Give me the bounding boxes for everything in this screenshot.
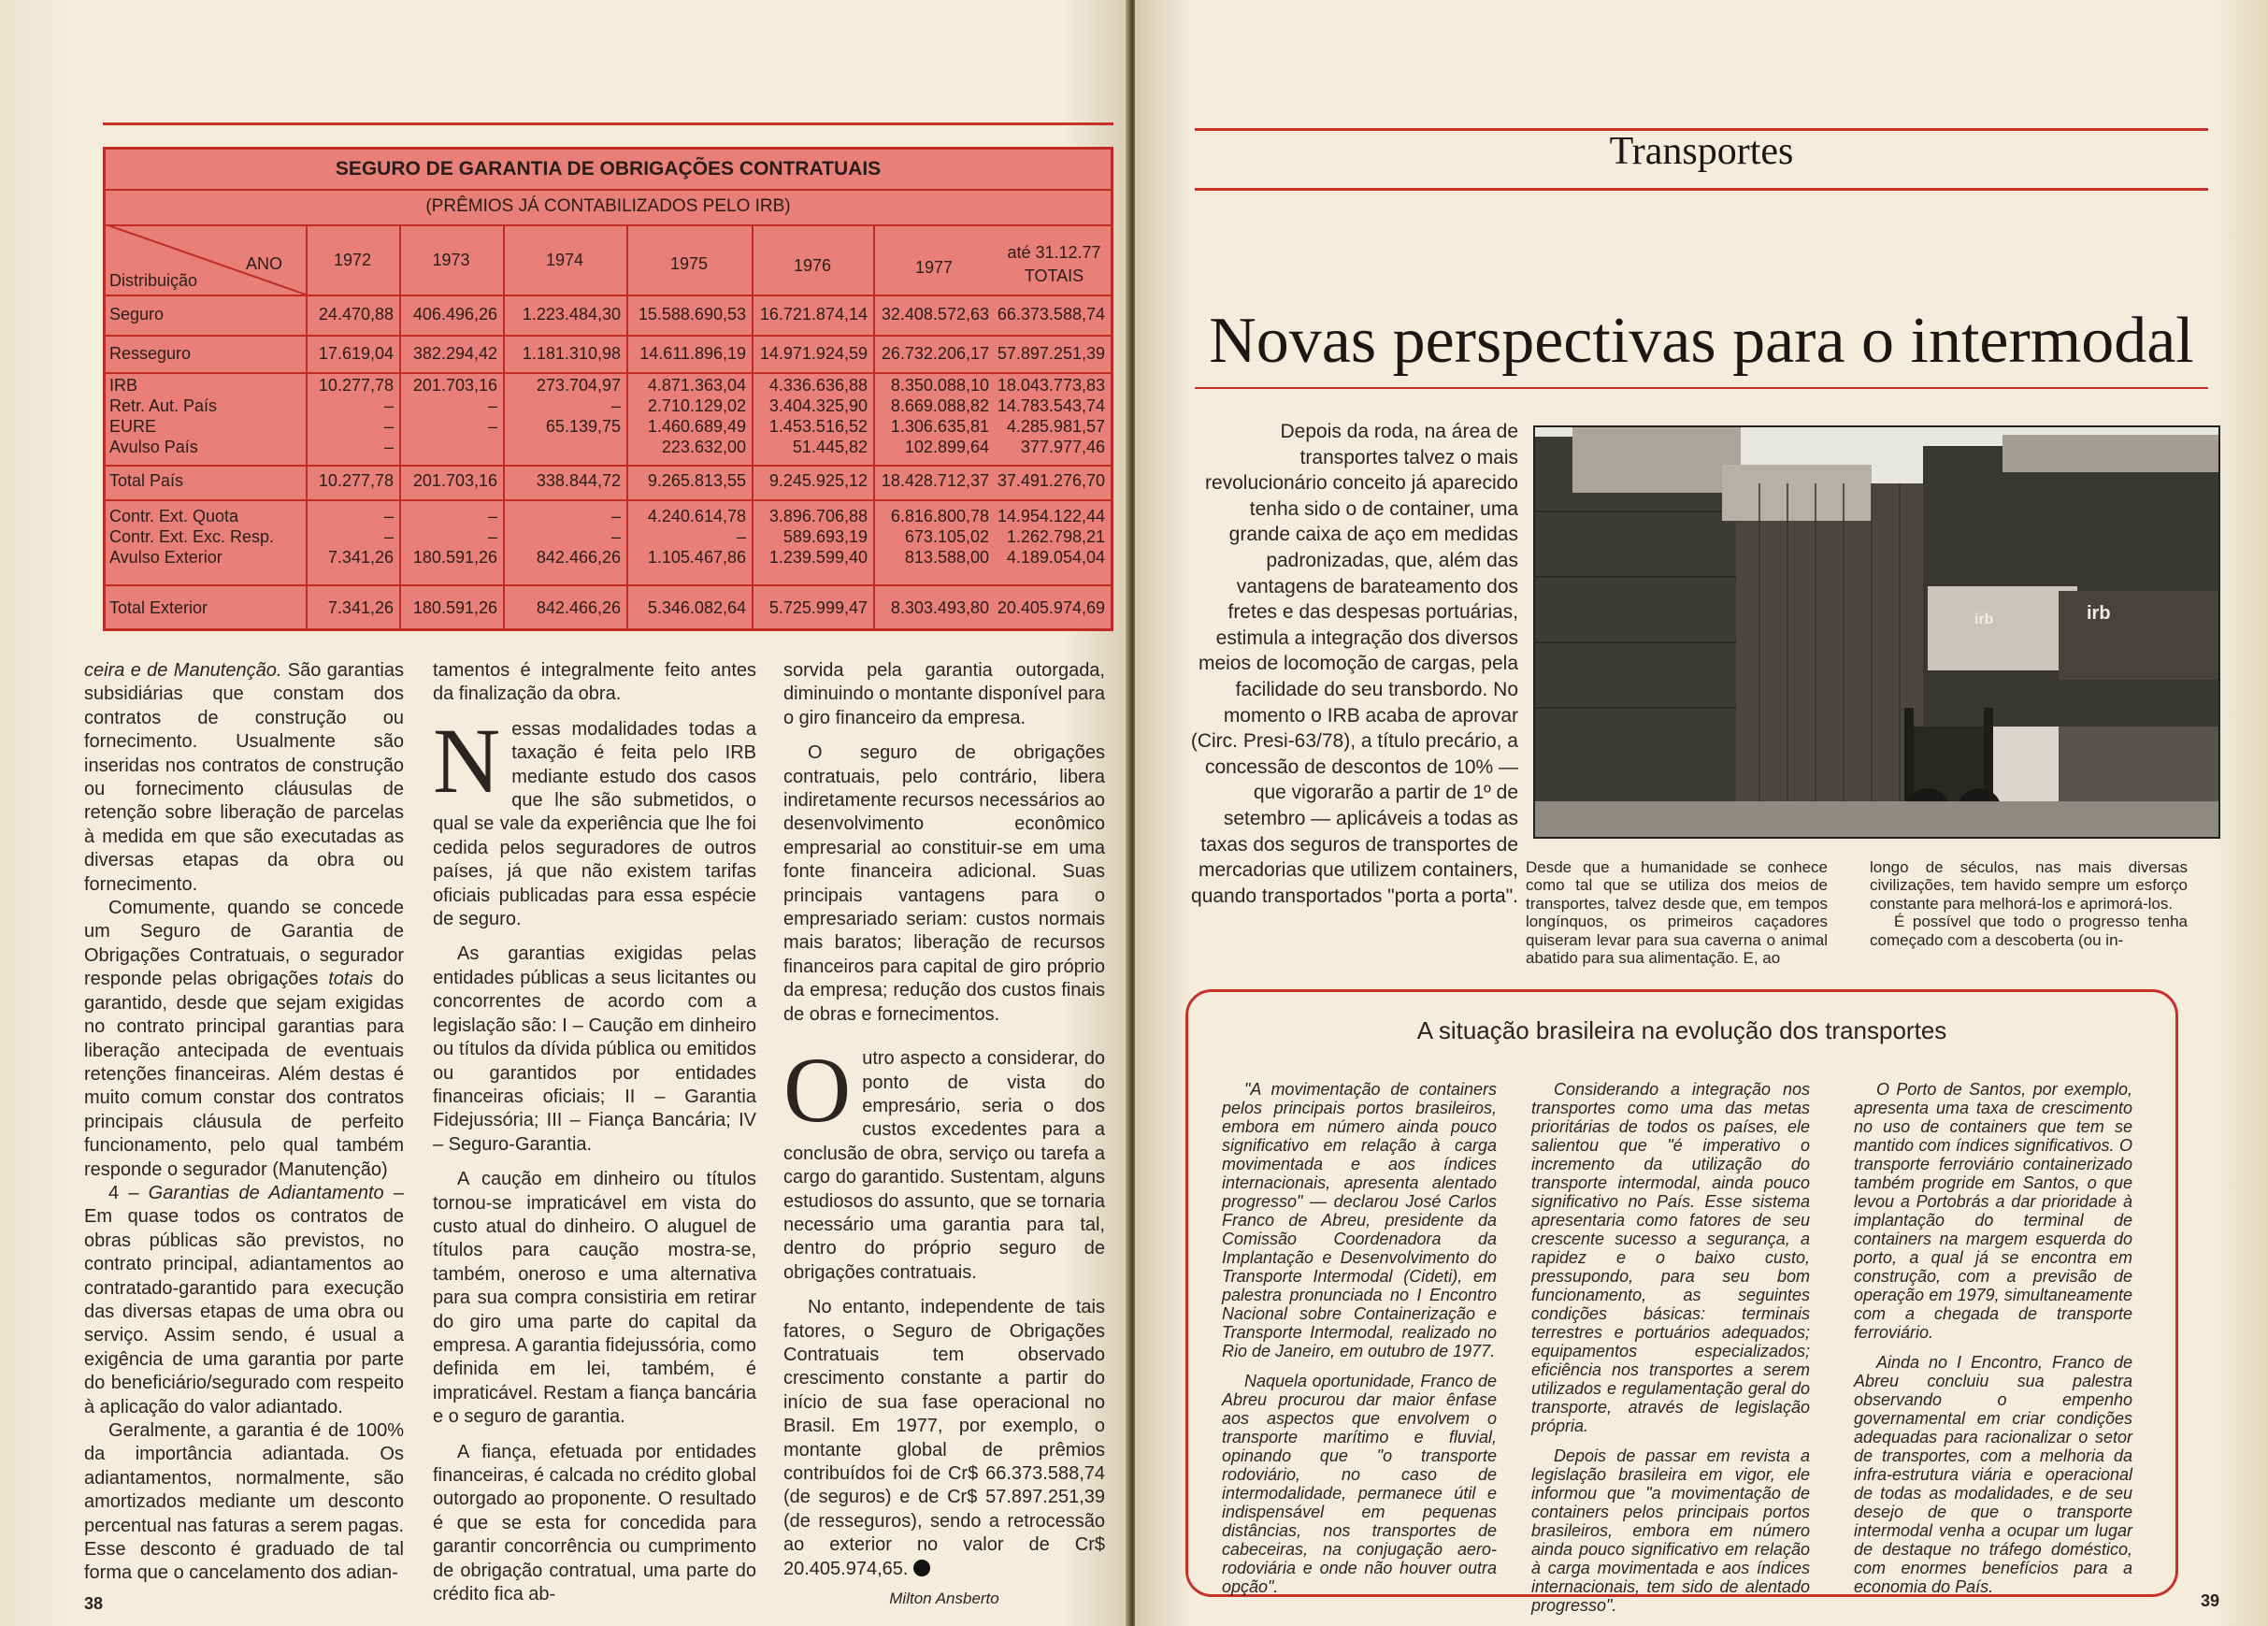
seguro-cell: 406.496,26 [412,305,497,324]
irb_group-cell: 4.285.981,57 [1006,417,1105,436]
irb_group-cell: 4.336.636,88 [768,376,868,395]
irb_group-row-label: Avulso País [109,438,198,456]
irb_group-cell: 1.306.635,81 [890,417,989,436]
intro-paragraph: Depois da roda, na área de transportes talvez o mais revolucionário conceito já aparecido tenha sido o de container, uma grande caixa de aço em medidas padronizadas, que, além das vantagens de barateamento dos fretes e das despesas portuárias, estimula a integração dos diversos meios de locomoção de cargas, pela facilidade do seu transbordo. No momento o IRB acaba de aprovar (Circ. Presi-63/78), a título precário, a concessão de descontos de 10% — que vigorarão a partir de 1º de setembro — aplicáveis a todas as taxas dos seguros de transportes de mercadorias que utilizem containers, quando transportados "porta a porta". [1190,421,1518,907]
total_exterior-cell: 7.341,26 [327,598,394,617]
irb_group-cell: 3.404.325,90 [768,396,868,415]
irb_group-cell: 65.139,75 [545,417,621,436]
resseguro-cell: 57.897.251,39 [997,344,1105,363]
container-photo-illustration [1535,427,2218,837]
corner-distribution-label: Distribuição [109,271,198,290]
resseguro-cell: 1.181.310,98 [522,344,621,363]
total_exterior-cell: 20.405.974,69 [997,598,1105,617]
guarantee-insurance-table [103,147,1113,631]
table-subtitle: (PRÊMIOS JÁ CONTABILIZADOS PELO IRB) [106,189,1111,226]
totals-header-label: TOTAIS [1024,266,1084,285]
ext_group-cell: 1.262.798,21 [1006,527,1105,546]
container-yard-photo [1533,425,2220,839]
irb_group-cell: 18.043.773,83 [997,376,1105,395]
resseguro-cell: 26.732.206,17 [881,344,989,363]
total_pais-cell: 37.491.276,70 [997,471,1105,490]
seguro-cell: 24.470,88 [318,305,394,324]
col2-dropcap: N [433,708,501,813]
body-column-2: longo de séculos, nas mais diversas civilizações, tem havido sempre um esforço constante para melhorá-los e aprimorá-los. É possível que todo o progresso tenha começado com a descoberta (ou in- [1870,858,2188,949]
irb_group-row-label: Retr. Aut. País [109,396,218,415]
body-column-1: Desde que a humanidade se conhece como tal que se utiliza dos meios de transportes, talvez desde que, em tempos longínquos, os primeiros caçadores quiseram levar para sua caverna o animal abatido para sua alimentação. E, ao [1526,858,1828,968]
resseguro-cell: 14.971.924,59 [759,344,868,363]
resseguro-cell: 382.294,42 [412,344,497,363]
table-title: SEGURO DE GARANTIA DE OBRIGAÇÕES CONTRATUAIS [106,150,1111,191]
ext_group-cell: – [610,527,621,546]
irb_group-cell: 10.277,78 [318,376,394,395]
total_exterior-cell: 180.591,26 [412,598,497,617]
section-bottom-rule [1195,188,2208,191]
resseguro-cell: 17.619,04 [318,344,394,363]
year-header-1975: 1975 [669,254,709,273]
total_pais-cell: 338.844,72 [536,471,621,490]
seguro-row-label: Seguro [109,305,165,324]
irb_group-cell: 102.899,64 [904,438,989,456]
left-column-2 [433,659,756,1606]
total_pais-cell: 9.245.925,12 [768,471,868,490]
col3-paragraph-2: O seguro de obrigações contratuais, pelo contrário, libera indiretamente recursos necessários ao desenvolvimento econômico empresarial ao constituir-se em uma fonte financeira adicional. Suas principais vantagens para o empresariado seriam: custos normais mais baratos; liberação de recursos financeiros para capital de giro próprio da empresa; redução dos custos finais de obras e fornecimentos. [783,742,1105,1025]
ext_group-cell: 6.816.800,78 [890,507,989,525]
irb_group-cell: – [383,438,394,456]
irb_group-cell: 14.783.543,74 [997,396,1105,415]
irb_group-cell: 8.669.088,82 [890,396,989,415]
irb_group-row-label: IRB [109,376,138,395]
year-header-1977: 1977 [914,258,954,277]
col1-paragraph-1: ceira e de Manutenção. São garantias subsidiárias que constam dos contratos de construção ou fornecimento. Usualmente são inseridas nos contratos de construção ou fornecimento cláusulas de retenção sobre liberação de parcelas à medida em que são executadas as diversas etapas da obra ou fornecimento. [84,660,404,895]
seguro-cell: 1.223.484,30 [522,305,621,324]
irb_group-cell: 1.460.689,49 [647,417,746,436]
ext_group-cell: 1.239.599,40 [768,548,868,567]
irb_group-cell: 2.710.129,02 [647,396,746,415]
col2-paragraph-2: Nessas modalidades todas a taxação é feita pelo IRB mediante estudo dos casos que lhe são submetidos, o qual se vale da experiência que lhe foi cedida pelos seguradores de outros países, já que não existem tarifas oficiais publicadas para essa espécie de seguro. [433,708,756,930]
seguro-cell: 32.408.572,63 [881,305,989,324]
ext_group-cell: 4.189.054,04 [1006,548,1105,567]
irb_group-cell: 223.632,00 [661,438,746,456]
ext_group-cell: – [487,507,497,525]
total_exterior-cell: 5.725.999,47 [768,598,868,617]
total_pais-row-label: Total País [109,471,184,490]
totals-header-date: até 31.12.77 [1007,243,1101,262]
ext_group-cell: – [736,527,746,546]
ext_group-cell: 180.591,26 [412,548,497,567]
total_exterior-cell: 5.346.082,64 [647,598,746,617]
irb_group-row-label: EURE [109,417,157,436]
left-page-number: 38 [84,1594,104,1613]
ext_group-cell: 4.240.614,78 [647,507,746,525]
year-header-1974: 1974 [545,251,584,269]
left-page [0,0,1129,1626]
seguro-cell: 15.588.690,53 [638,305,746,324]
left-column-1 [84,659,404,1586]
ext_group-cell: – [383,527,394,546]
ext_group-row-label: Avulso Exterior [109,548,222,567]
irb_group-cell: 377.977,46 [1020,438,1105,456]
resseguro-cell: 14.611.896,19 [639,344,746,363]
irb_group-cell: – [383,396,394,415]
irb_group-cell: 51.445,82 [792,438,868,456]
irb_group-cell: 8.350.088,10 [890,376,989,395]
col3-paragraph-3: Outro aspecto a considerar, do ponto de vista do empresário, seria o dos custos excedentes para a conclusão de obra, serviço ou tarefa a cargo do garantido. Sustentam, alguns estudiosos do assunto, que se tornaria necessário uma garantia para tal, dentro do próprio seguro de obrigações contratuais. [783,1038,1105,1283]
left-column-3 [783,659,1105,1610]
irb_group-cell: – [487,417,497,436]
corner-ano-label: ANO [246,254,283,273]
irb_group-cell: 1.453.516,52 [768,417,868,436]
col3-dropcap: O [783,1038,852,1143]
ext_group-cell: 813.588,00 [904,548,989,567]
total_pais-cell: 18.428.712,37 [881,471,989,490]
section-title: Transportes [1609,130,1794,173]
irb_group-cell: 4.871.363,04 [647,376,746,395]
ext_group-cell: 842.466,26 [536,548,621,567]
ext_group-cell: – [610,507,621,525]
irb_group-cell: – [610,396,621,415]
right-page-number: 39 [2201,1591,2220,1610]
crate-label-1: irb [2087,603,2111,624]
ext_group-cell: 7.341,26 [327,548,394,567]
total_pais-cell: 9.265.813,55 [647,471,746,490]
year-header-1976: 1976 [793,256,832,275]
box-column-3: O Porto de Santos, por exemplo, apresenta uma taxa de crescimento no uso de containers que tem se mantido com índices significativos. O transporte ferroviário containerizado também progride em Santos, o que levou a Portobrás a dar prioridade à implantação do terminal de containers na margem esquerda do porto, a qual já se encontra em construção, com a previsão de operação em 1979, simultaneamente com a chegada de transporte ferroviário. Ainda no I Encontro, Franco de Abreu concluiu sua palestra observando o empenho governamental em criar condições adequadas para racionalizar o setor de transportes, com a melhoria da infra-estrutura viária e operacional de todas as modalidades, e de seu desejo de que o transporte intermodal venha a ocupar um lugar de destaque no tráfego doméstico, com enormes benefícios para a economia do País. [1854,1080,2132,1596]
total_exterior-cell: 842.466,26 [536,598,621,617]
box-column-2: Considerando a integração nos transportes como uma das metas prioritárias de todos os países, ele salientou que "é imperativo o incremento da utilização do transporte intermodal, ainda pouco significativo no País. Esse sistema apresentaria como fatores de seu crescente sucesso a segurança, a rapidez e o baixo custo, pressupondo, para seu bom funcionamento, as seguintes condições básicas: terminais terrestres e portuários adequados; equipamentos especializados; eficiência nos transportes a serem utilizados e regulamentação geral do transporte, através de legislação própria. Depois de passar em revista a legislação brasileira em vigor, ele informou que "a movimentação de containers pelos principais portos brasileiros, embora em número ainda pouco significativo em relação à carga movimentada e aos índices internacionais, tem sido de alentado progresso". [1531,1080,1810,1615]
year-header-1972: 1972 [333,251,372,269]
col1-paragraph-4: Geralmente, a garantia é de 100% da importância adiantada. Os adiantamentos, normalmente, são amortizados mediante um desconto percentual nas faturas a serem pagas. Esse desconto é graduado de tal forma que o cancelamento dos adian- [84,1420,404,1584]
crate-label-2: irb [1974,612,1994,627]
col2-paragraph-4: A caução em dinheiro ou títulos tornou-se impraticável em vista do custo atual do dinheiro. O aluguel de títulos para caução mostra-se, também, oneroso e uma alternativa para sua compra consistiria em retirar do giro uma parte do capital da empresa. A garantia fidejussória, como definida em lei, também, é impraticável. Restam a fiança bancária e o seguro de garantia. [433,1169,756,1428]
ext_group-cell: 1.105.467,86 [647,548,746,567]
ext_group-row-label: Contr. Ext. Quota [109,507,239,525]
headline-rule [1195,387,2208,389]
irb_group-cell: – [487,396,497,415]
ext_group-row-label: Contr. Ext. Exc. Resp. [109,527,275,546]
irb_group-cell: 273.704,97 [536,376,621,395]
top-red-rule [103,122,1113,125]
ext_group-cell: 589.693,19 [782,527,868,546]
col1-paragraph-3: 4 – Garantias de Adiantamento – Em quase todos os contratos de obras públicas são previstos, no contrato principal, adiantamentos ao contratado-garantido para execução das diversas etapas de uma obra ou serviço. Assim sendo, é usual a exigência de uma garantia por parte do beneficiário/segurado com respeito à aplicação do valor adiantado. [84,1182,404,1417]
total_exterior-row-label: Total Exterior [109,598,208,617]
year-header-1973: 1973 [432,251,470,269]
resseguro-row-label: Resseguro [109,344,192,363]
irb_group-cell: 201.703,16 [412,376,497,395]
ext_group-cell: 3.896.706,88 [768,507,868,525]
col2-paragraph-5: A fiança, efetuada por entidades financeiras, é calcada no crédito global outorgado ao proponente. O resultado é que se esta for concedida para garantir concorrência ou cumprimento de obrigação contratual, uma parte do crédito fica ab- [433,1441,756,1605]
end-mark-icon [913,1560,930,1576]
total_exterior-cell: 8.303.493,80 [890,598,989,617]
box-column-1: "A movimentação de containers pelos principais portos brasileiros, embora em número ainda pouco significativo em relação à carga movimentada e aos índices internacionais, apresenta alentado progresso" — declarou José Carlos Franco de Abreu, presidente da Comissão Coordenadora da Implantação e Desenvolvimento do Transporte Intermodal (Cideti), em palestra pronunciada no I Encontro Nacional sobre Containerização e Transporte Intermodal, realizado no Rio de Janeiro, em outubro de 1977. Naquela oportunidade, Franco de Abreu procurou dar maior ênfase aos aspectos que envolvem o transporte marítimo e fluvial, opinando que "o transporte rodoviário, no caso de intermodalidade, permanece útil e indispensável em pequenas distâncias, nos transportes de cabeceiras, na conjugação aero-rodoviária e onde não houver outra opção". [1222,1080,1497,1596]
seguro-cell: 16.721.874,14 [759,305,868,324]
box-title: A situação brasileira na evolução dos transportes [1416,1016,1947,1044]
ext_group-cell: 673.105,02 [904,527,989,546]
col2-paragraph-1: tamentos é integralmente feito antes da finalização da obra. [433,660,756,705]
author-byline: Milton Ansberto [889,1590,999,1608]
seguro-cell: 66.373.588,74 [997,305,1105,324]
col1-paragraph-2: Comumente, quando se concede um Seguro de Garantia de Obrigações Contratuais, o segurador responde pelas obrigações totais do garantido, desde que sejam exigidas no contrato principal garantias para liberação antecipada de eventuais retenções financeiras. Além destas é muito comum constar dos contratos principais cláusula de perfeito funcionamento, pelo qual também responde o segurador (Manutenção) [84,898,404,1180]
headline: Novas perspectivas para o intermodal [1209,305,2194,377]
ext_group-cell: 14.954.122,44 [997,507,1105,525]
total_pais-cell: 10.277,78 [318,471,394,490]
col2-paragraph-3: As garantias exigidas pelas entidades públicas a seus licitantes ou concorrentes de acordo com a legislação são: I – Caução em dinheiro ou títulos da dívida pública ou emitidos ou garantidos por entidades financeiras oficiais; II – Garantia Fidejussória; III – Fiança Bancária; IV – Seguro-Garantia. [433,943,756,1155]
total_pais-cell: 201.703,16 [412,471,497,490]
ext_group-cell: – [383,507,394,525]
col3-paragraph-4: No entanto, independente de tais fatores, o Seguro de Obrigações Contratuais tem observado crescimento constante a partir do início de sua fase operacional no Brasil. Em 1977, por exemplo, o montante global de prêmios contribuídos foi de Cr$ 66.373.588,74 (de seguros) e de Cr$ 57.897.251,39 (de resseguros), sendo a retrocessão ao exterior no valor de Cr$ 20.405.974,65. [783,1297,1105,1579]
brazil-transport-sidebar-box [1185,989,2178,1615]
col3-paragraph-1: sorvida pela garantia outorgada, diminuindo o montante disponível para o giro financeiro da empresa. [783,660,1105,728]
ext_group-cell: – [487,527,497,546]
irb_group-cell: – [383,417,394,436]
